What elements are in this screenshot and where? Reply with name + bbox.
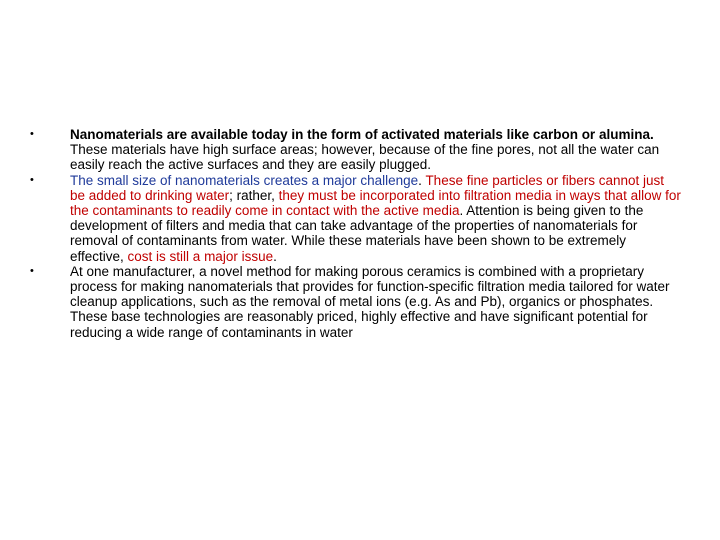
bullet-dot-icon: • — [30, 128, 34, 140]
bullet-dot-icon: • — [30, 173, 34, 186]
text-segment: . — [273, 248, 277, 264]
text-segment: Nanomaterials are available today in the form of activated materials like carbon or alumina. — [70, 127, 654, 142]
text-segment: ; rather, — [229, 187, 279, 203]
text-segment: The small size of nanomaterials creates a major challenge — [70, 172, 419, 188]
text-segment: These materials have high surface areas; however, because of the fine pores, not all the water can easily reach the active surfaces and they are easily plugged. — [70, 142, 660, 173]
text-segment: At one manufacturer, a novel method for making porous ceramics is combined with a proprietary process for making nanomaterials that provides for function-specific filtration media tailored for water cleanup applications, such as the removal of metal ions (e.g. As and Pb), organics or phosphates. These base technologies are reasonably priced, highly effective and have significant potential for reducing a wide range of contaminants in water — [70, 263, 670, 340]
bullet-item-3 — [26, 264, 682, 340]
text-segment: they must be incorporated into filtration media in ways that allow for the contaminants to readily come in contact with the active media — [70, 187, 681, 219]
text-segment: cost is still a major issue — [127, 248, 274, 264]
bullet-item-1 — [26, 127, 682, 173]
text-segment: . Attention is being given to the development of filters and media that can take advantage of the properties of nanomaterials for removal of contaminants from water. While these materials have been shown to be extremely effective, — [70, 203, 644, 264]
bullet-dot-icon: • — [30, 264, 34, 277]
bullet-item-2 — [26, 173, 682, 264]
bullet-list — [26, 127, 682, 340]
text-segment: These fine particles or fibers cannot just be added to drinking water — [70, 172, 665, 203]
text-segment: . — [418, 172, 426, 188]
